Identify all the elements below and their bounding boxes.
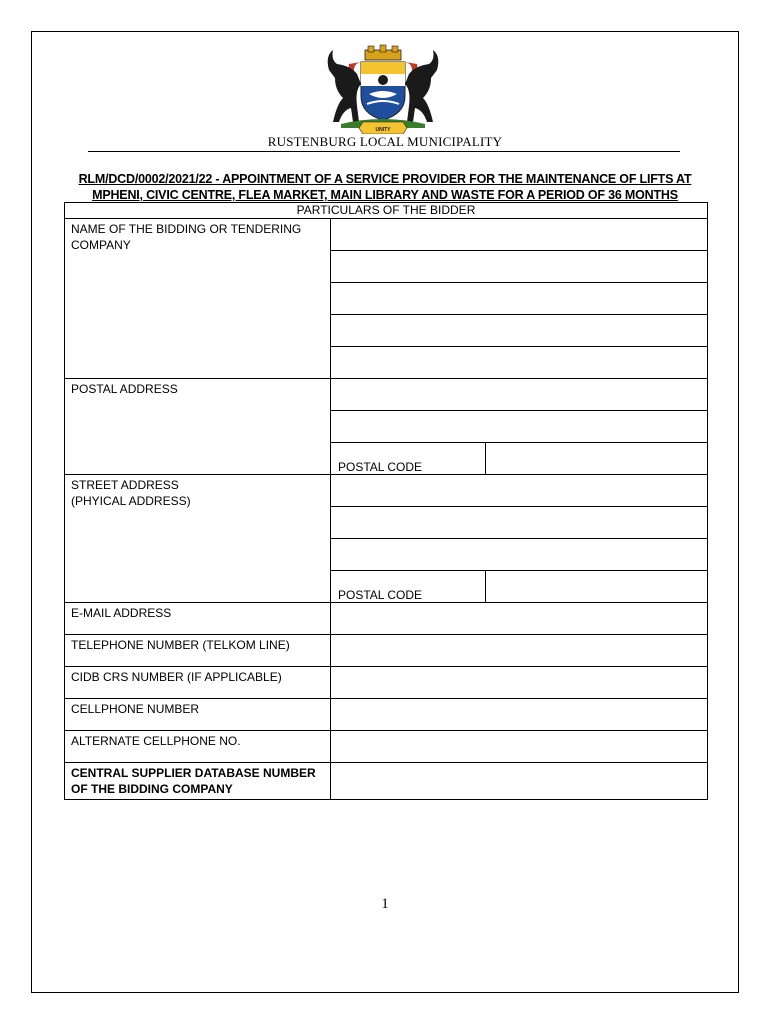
cidb-label: CIDB CRS NUMBER (IF APPLICABLE) [65,667,331,699]
csd-number-field[interactable] [331,763,708,800]
title-line-1: RLM/DCD/0002/2021/22 - APPOINTMENT OF A SERVICE PROVIDER FOR THE MAINTENANCE OF LIFTS AT [78,172,692,186]
company-name-field-3[interactable] [331,283,708,315]
motto-text: UNITY [375,127,391,133]
street-address-field-2[interactable] [331,507,708,539]
street-address-field-3[interactable] [331,539,708,571]
company-name-field-2[interactable] [331,251,708,283]
street-address-label-line-1: STREET ADDRESS [71,478,179,492]
alternate-cellphone-label: ALTERNATE CELLPHONE NO. [65,731,331,763]
street-address-label [65,475,331,603]
table-header: PARTICULARS OF THE BIDDER [65,203,708,219]
company-name-field-4[interactable] [331,315,708,347]
municipal-crest-logo [321,44,445,134]
telephone-label: TELEPHONE NUMBER (TELKOM LINE) [65,635,331,667]
postal-address-field-2[interactable] [331,411,708,443]
postal-code-field[interactable] [486,443,708,475]
municipality-name: RUSTENBURG LOCAL MUNICIPALITY [267,134,503,149]
company-name-label: NAME OF THE BIDDING OR TENDERING COMPANY [65,219,331,379]
postal-address-label: POSTAL ADDRESS [65,379,331,475]
csd-number-label: CENTRAL SUPPLIER DATABASE NUMBER OF THE BIDDING COMPANY [65,763,331,800]
email-label: E-MAIL ADDRESS [65,603,331,635]
alternate-cellphone-field[interactable] [331,731,708,763]
cidb-field[interactable] [331,667,708,699]
telephone-field[interactable] [331,635,708,667]
street-address-field-1[interactable] [331,475,708,507]
street-postal-code-field[interactable] [486,571,708,603]
cellphone-label: CELLPHONE NUMBER [65,699,331,731]
street-address-label-line-2: (PHYICAL ADDRESS) [71,494,191,508]
postal-code-label: POSTAL CODE [331,443,486,475]
street-postal-code-label: POSTAL CODE [331,571,486,603]
divider [88,151,680,152]
page-number: 1 [381,896,389,912]
cellphone-field[interactable] [331,699,708,731]
bidder-particulars-table [64,202,708,800]
title-line-2: MPHENI, CIVIC CENTRE, FLEA MARKET, MAIN LIBRARY AND WASTE FOR A PERIOD OF 36 MONTHS [92,188,678,202]
email-field[interactable] [331,603,708,635]
postal-address-field-1[interactable] [331,379,708,411]
company-name-field-5[interactable] [331,347,708,379]
company-name-field-1[interactable] [331,219,708,251]
document-title [60,171,710,203]
